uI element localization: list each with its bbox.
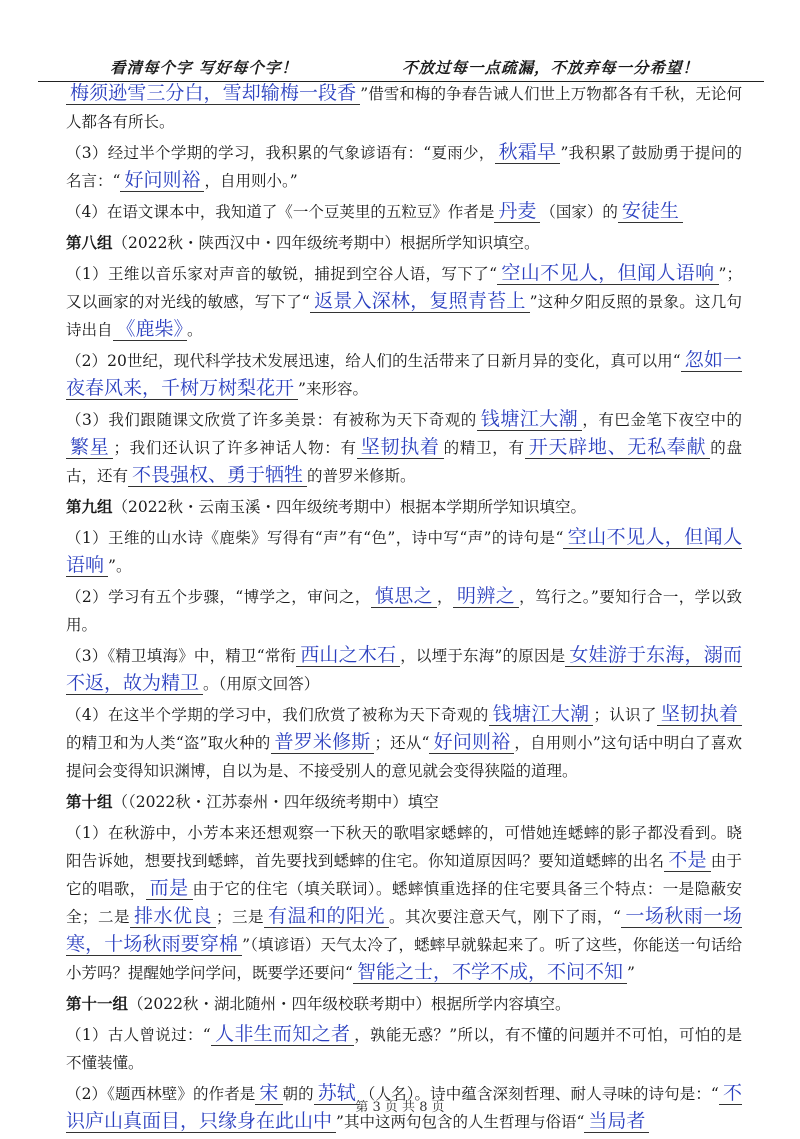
question-text: （1）在秋游中，小芳本来还想观察一下秋天的歌唱家蟋蟀的，可惜她连蟋蟀的影子都没看到。晓阳告诉她，想要找到蟋蟀，首先要找到蟋蟀的住宅。你知道原因吗？要知道蟋蟀的出名 xyxy=(66,824,742,870)
question-text: ，自用则小”这句话中明白了喜欢提问会变得知识渊博，自以为是、不接受别人的意见就会变得狭隘的道理。 xyxy=(66,734,742,780)
header-motto-right: 不放过每一点疏漏，不放弃每一分希望！ xyxy=(402,58,700,77)
question-text: （2）20世纪，现代科学技术发展迅速，给人们的生活带来了日新月异的变化，真可以用“ xyxy=(66,352,681,370)
worksheet-paragraph xyxy=(66,347,742,403)
question-text: 由于它的住宅（填关联词）。蟋蟀慎重选择的住宅要具备三个特点：一是隐蔽安全；二是 xyxy=(66,880,742,926)
question-text: ，笃行之。”要知行合一，学以致用。 xyxy=(66,588,742,634)
worksheet-paragraph xyxy=(66,642,742,698)
handwritten-answer: 排水优良 xyxy=(130,905,216,928)
worksheet-paragraph xyxy=(66,406,742,490)
question-text: ”其中这两句包含的人生哲理与俗语“ xyxy=(336,1113,585,1131)
worksheet-paragraph xyxy=(66,260,742,344)
worksheet-paragraph xyxy=(66,493,742,521)
handwritten-answer: 不识庐山真面目，只缘身在此山中 xyxy=(66,1082,742,1132)
handwritten-answer: 钱塘江大潮 xyxy=(489,703,594,726)
handwritten-answer: 西山之木石 xyxy=(296,644,400,667)
question-text: ”；又以画家的对光线的敏感，写下了“ xyxy=(66,265,742,311)
worksheet-paragraph xyxy=(66,198,742,226)
question-text: 的盘古，还有 xyxy=(66,439,742,485)
handwritten-answer: 忽如一夜春风来，千树万树梨花开 xyxy=(66,349,742,399)
question-text: ，自用则小。” xyxy=(204,172,298,190)
handwritten-answer: 普罗米修斯 xyxy=(271,731,375,754)
question-text: 的普罗米修斯。 xyxy=(307,467,416,485)
worksheet-paragraph xyxy=(66,819,742,987)
handwritten-answer: 繁星 xyxy=(66,436,113,459)
worksheet-paragraph xyxy=(66,583,742,639)
handwritten-answer: 安徒生 xyxy=(618,200,683,223)
question-text: ”借雪和梅的争春告诫人们世上万物都各有千秋，无论何人都各有所长。 xyxy=(66,85,742,131)
worksheet-paragraph xyxy=(66,990,742,1018)
question-text: ，孰能无惑？”所以，有不懂的问题并不可怕，可怕的是不懂装懂。 xyxy=(66,1026,742,1072)
question-text: ”我积累了鼓励勇于提问的名言：“ xyxy=(66,144,742,190)
question-text: （4）在这半个学期的学习中，我们欣赏了被称为天下奇观的 xyxy=(66,706,489,724)
worksheet-paragraph xyxy=(66,524,742,580)
question-text: （3）《精卫填海》中，精卫“常衔 xyxy=(66,647,297,665)
question-text: （1）王维以音乐家对声音的敏锐，捕捉到空谷人语，写下了“ xyxy=(66,265,497,283)
group-heading: 第八组 xyxy=(66,233,113,252)
handwritten-answer: 苏轼 xyxy=(314,1082,360,1105)
handwritten-answer: 一场秋雨一场寒，十场秋雨要穿棉 xyxy=(66,905,742,955)
question-text: （3）经过半个学期的学习，我积累的气象谚语有：“夏雨少， xyxy=(66,144,495,162)
handwritten-answer: 《鹿柴》 xyxy=(113,318,188,341)
handwritten-answer: 不是 xyxy=(664,849,711,872)
handwritten-answer: 有温和的阳光 xyxy=(264,905,389,928)
question-text: 朝的 xyxy=(282,1085,314,1103)
question-text: ；还从“ xyxy=(374,734,430,752)
group-instruction: （2022秋・陕西汉中・四年级统考期中）根据所学知识填空。 xyxy=(112,234,540,252)
question-text: （国家）的 xyxy=(540,203,618,221)
question-text: ；三是 xyxy=(216,908,264,926)
question-text: （人名）。诗中蕴含深刻哲理、耐人寻味的诗句是：“ xyxy=(359,1085,719,1103)
handwritten-answer: 梅须逊雪三分白，雪却输梅一段香 xyxy=(66,82,360,105)
question-text: ；认识了 xyxy=(593,706,657,724)
handwritten-answer: 好问则裕 xyxy=(429,731,514,754)
group-instruction: （2022秋・云南玉溪・四年级统考期中）根据本学期所学知识填空。 xyxy=(112,498,586,516)
question-text: 。（用原文回答） xyxy=(203,675,320,693)
question-text: ，有巴金笔下夜空中的 xyxy=(582,411,742,429)
handwritten-answer: 空山不见人，但闻人语响 xyxy=(66,526,742,576)
handwritten-answer: 坚韧执着 xyxy=(657,703,742,726)
question-text: ”（填谚语）天气太冷了，蟋蟀早就躲起来了。听了这些，你能送一句话给小芳吗？提醒她学问学问，既要学还要问“ xyxy=(66,936,742,982)
question-text: ；我们还认识了许多神话人物：有 xyxy=(113,439,357,457)
header-motto-left: 看清每个字 写好每个字！ xyxy=(110,58,298,77)
worksheet-paragraph xyxy=(66,139,742,195)
page-number: 第 3 页 共 8 页 xyxy=(355,1100,445,1115)
question-text: ，以堙于东海”的原因是 xyxy=(400,647,566,665)
handwritten-answer: 秋霜早 xyxy=(495,141,561,164)
handwritten-answer: 钱塘江大潮 xyxy=(477,408,583,431)
question-text: 由于它的唱歌， xyxy=(66,852,742,898)
question-text: ， xyxy=(437,588,453,606)
question-text: 。 xyxy=(187,321,203,339)
group-instruction: （（2022秋・江苏泰州・四年级统考期中）填空 xyxy=(112,793,439,811)
worksheet-paragraph xyxy=(66,229,742,257)
question-text: ”这种夕阳反照的景象。这几句诗出自 xyxy=(66,293,742,339)
question-text: （1）王维的山水诗《鹿柴》写得有“声”有“色”，诗中写“声”的诗句是“ xyxy=(66,529,564,547)
handwritten-answer: 丹麦 xyxy=(494,200,540,223)
handwritten-answer: 当局者 xyxy=(584,1110,649,1133)
question-text: 。其次要注意天气，刚下了雨，“ xyxy=(389,908,621,926)
handwritten-answer: 宋 xyxy=(255,1082,282,1105)
question-text: （3）我们跟随课文欣赏了许多美景：有被称为天下奇观的 xyxy=(66,411,477,429)
question-text: （2）学习有五个步骤，“博学之，审问之， xyxy=(66,588,371,606)
handwritten-answer: 好问则裕 xyxy=(120,169,204,192)
question-text: ” xyxy=(626,964,635,982)
group-heading: 第九组 xyxy=(66,497,113,516)
question-text: ”。 xyxy=(108,557,132,575)
handwritten-answer: 返景入深林，复照青苔上 xyxy=(310,290,530,313)
group-heading: 第十一组 xyxy=(66,994,129,1013)
worksheet-paragraph xyxy=(66,788,742,816)
handwritten-answer: 空山不见人，但闻人语响 xyxy=(497,262,719,285)
handwritten-answer: 不畏强权、勇于牺牲 xyxy=(128,464,307,487)
group-instruction: （2022秋・湖北随州・四年级校联考期中）根据所学内容填空。 xyxy=(128,995,571,1013)
question-text: 的精卫和为人类“盗”取火种的 xyxy=(66,734,271,752)
handwritten-answer: 女娃游于东海，溺而不返，故为精卫 xyxy=(66,644,742,694)
question-text: 的精卫，有 xyxy=(443,439,525,457)
handwritten-answer: 慎思之 xyxy=(371,585,437,608)
handwritten-answer: 智能之士，不学不成，不问不知 xyxy=(353,961,627,984)
worksheet-paragraph xyxy=(66,1021,742,1077)
handwritten-answer: 明辨之 xyxy=(453,585,519,608)
question-text: （4）在语文课本中，我知道了《一个豆荚里的五粒豆》作者是 xyxy=(66,203,495,221)
worksheet-body xyxy=(66,80,742,1139)
handwritten-answer: 而是 xyxy=(146,877,193,900)
question-text: （2）《题西林壁》的作者是 xyxy=(66,1085,256,1103)
question-text: ”来形容。 xyxy=(298,380,368,398)
handwritten-answer: 坚韧执着 xyxy=(357,436,444,459)
worksheet-paragraph xyxy=(66,701,742,785)
worksheet-paragraph xyxy=(66,80,742,136)
handwritten-answer: 开天辟地、无私奉献 xyxy=(525,436,710,459)
handwritten-answer: 人非生而知之者 xyxy=(211,1023,355,1046)
group-heading: 第十组 xyxy=(66,792,113,811)
question-text: （1）古人曾说过：“ xyxy=(66,1026,211,1044)
